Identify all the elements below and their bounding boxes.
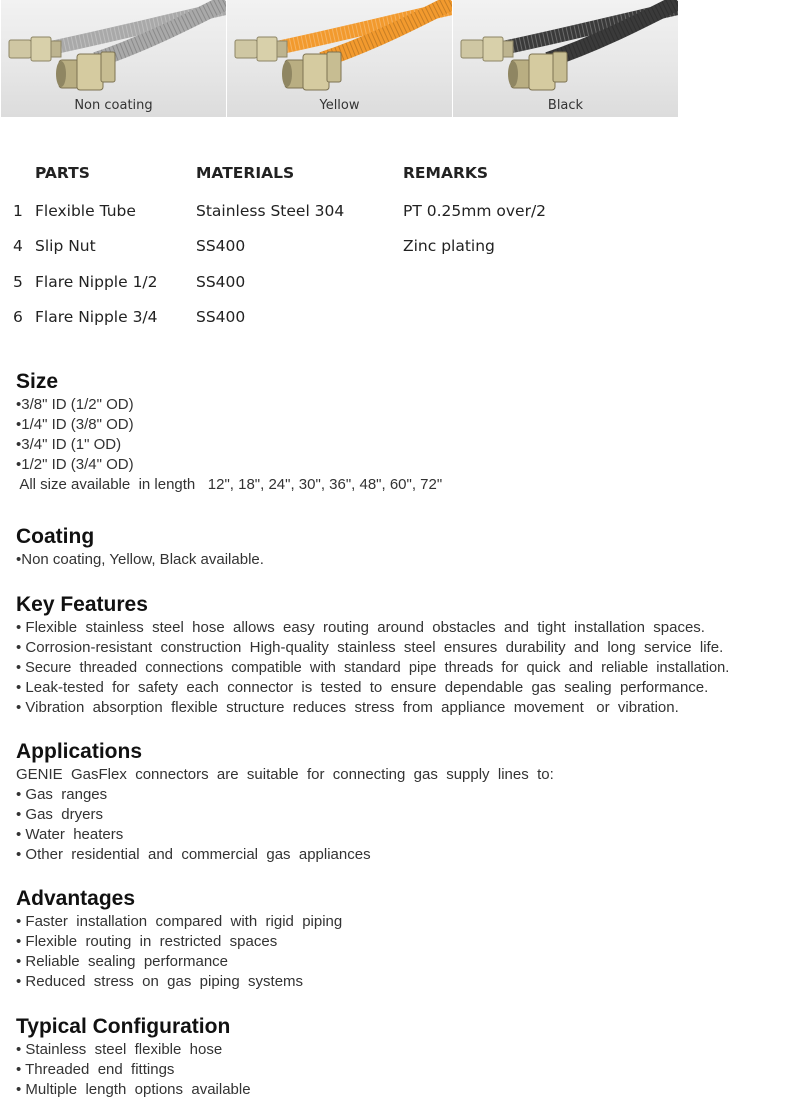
section-title: Coating [16,525,95,548]
applications-section [16,739,554,865]
row-part: Flexible Tube [35,202,136,220]
row-remark: Zinc plating [403,237,495,255]
slip-nut-icon [235,37,287,61]
flare-nipple-icon [282,52,341,90]
size-item: •3/8" ID (1/2" OD) [16,396,134,413]
size-section [16,369,442,495]
row-part: Flare Nipple 1/2 [35,273,158,291]
row-material: SS400 [196,237,246,255]
size-item: •1/2" ID (3/4" OD) [16,456,134,473]
configuration-item: • Stainless steel flexible hose [16,1041,223,1058]
feature-item: • Vibration absorption flexible structure reduces stress from appliance movement or vibration. [16,699,679,716]
row-part: Slip Nut [35,237,96,255]
row-number: 6 [13,308,23,326]
advantage-item: • Flexible routing in restricted spaces [16,933,278,950]
advantage-item: • Reduced stress on gas piping systems [16,973,304,990]
applications-intro: GENIE GasFlex connectors are suitable for connecting gas supply lines to: [16,766,554,783]
row-material: Stainless Steel 304 [196,202,345,220]
section-title: Advantages [16,887,136,910]
feature-item: • Flexible stainless steel hose allows easy routing around obstacles and tight installation spaces. [16,619,705,636]
feature-item: • Secure threaded connections compatible with standard pipe threads for quick and reliable installation. [16,660,730,676]
header-parts: PARTS [35,164,90,182]
configuration-item: • Threaded end fittings [16,1061,175,1078]
header-remarks: REMARKS [403,164,489,182]
size-item: •3/4" ID (1" OD) [16,436,122,453]
feature-item: • Corrosion-resistant construction High-quality stainless steel ensures durability and long service life. [16,639,724,656]
section-title: Applications [16,740,143,763]
flare-nipple-icon [56,52,115,90]
row-number: 5 [13,273,23,291]
advantage-item: • Reliable sealing performance [16,953,229,970]
row-number: 1 [13,202,23,220]
photo-yellow [227,0,452,117]
section-title: Typical Configuration [16,1015,231,1038]
photo-black [453,0,678,117]
size-item: •1/4" ID (3/8" OD) [16,416,134,433]
product-photo-strip [1,0,678,117]
size-lengths: All size available in length 12", 18", 24", 30", 36", 48", 60", 72" [16,476,443,493]
section-title: Key Features [16,593,148,616]
photo-caption: Yellow [319,98,360,113]
photo-caption: Black [547,98,584,113]
row-material: SS400 [196,273,246,291]
application-item: • Gas ranges [16,786,108,803]
photo-non-coating [1,0,226,117]
advantages-section [16,886,342,992]
slip-nut-icon [9,37,61,61]
slip-nut-icon [461,37,513,61]
flare-nipple-icon [508,52,567,90]
photo-caption: Non coating [74,98,153,113]
application-item: • Gas dryers [16,806,103,823]
application-item: • Water heaters [16,826,124,843]
row-number: 4 [13,237,23,255]
typical-configuration-section [16,1014,251,1100]
header-materials: MATERIALS [196,164,295,182]
row-part: Flare Nipple 3/4 [35,308,158,326]
section-title: Size [16,370,59,393]
coating-item: •Non coating, Yellow, Black available. [16,551,264,568]
key-features-section [16,592,729,718]
configuration-item: • Multiple length options available [16,1081,251,1098]
application-item: • Other residential and commercial gas appliances [16,846,371,863]
advantage-item: • Faster installation compared with rigid piping [16,913,343,930]
row-material: SS400 [196,308,246,326]
coating-section [16,524,264,570]
row-remark: PT 0.25mm over/2 [403,202,547,220]
feature-item: • Leak-tested for safety each connector is tested to ensure dependable gas sealing performance. [16,679,709,696]
